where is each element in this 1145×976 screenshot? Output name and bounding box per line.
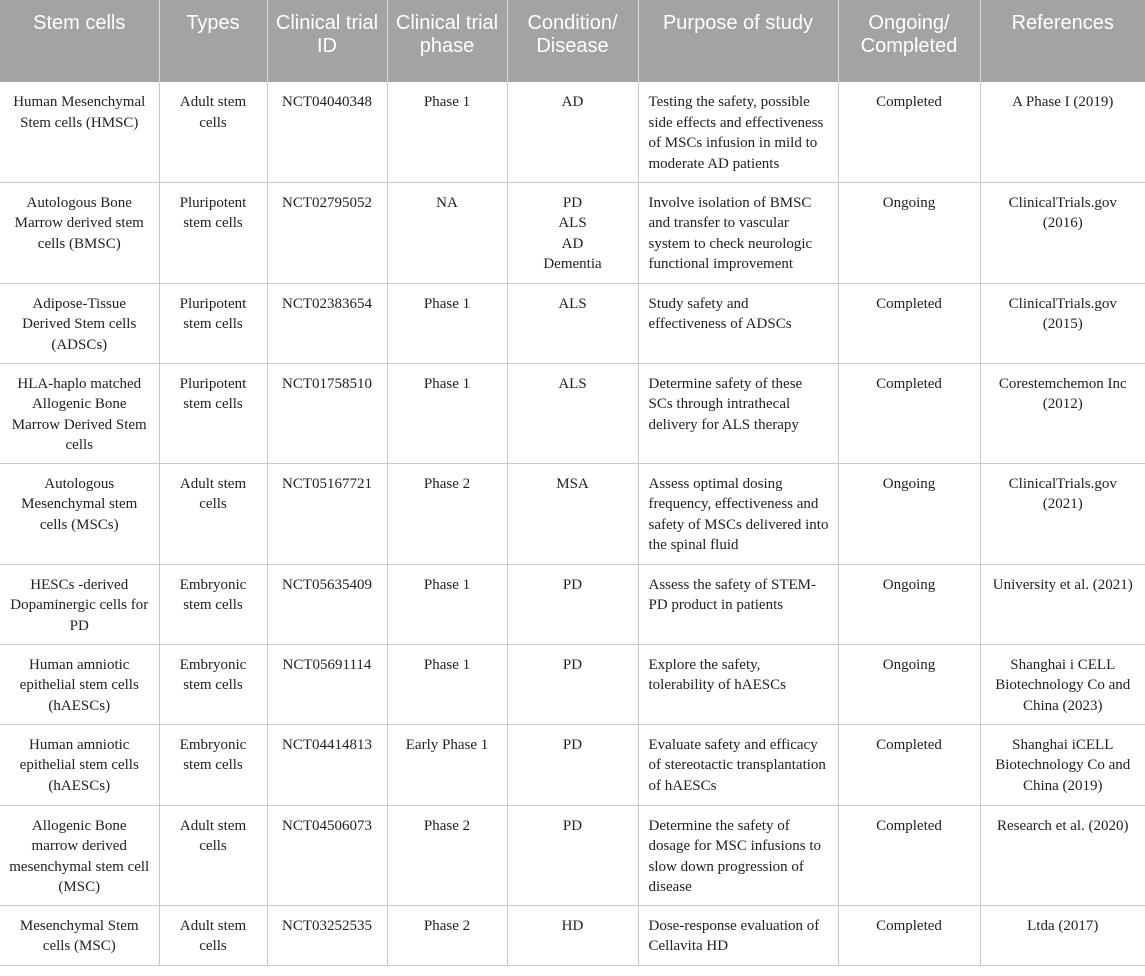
cell-condition: HD: [507, 905, 638, 965]
cell-status: Completed: [838, 283, 980, 363]
cell-phase: Phase 1: [387, 564, 507, 644]
cell-condition: PD: [507, 564, 638, 644]
cell-status: Ongoing: [838, 182, 980, 283]
cell-phase: Phase 2: [387, 463, 507, 564]
cell-trial-id: NCT05691114: [267, 644, 387, 724]
cell-condition: ALS: [507, 363, 638, 463]
cell-type: Embryonic stem cells: [159, 644, 267, 724]
cell-type: Pluripotent stem cells: [159, 182, 267, 283]
cell-stem-cells: HLA-haplo matched Allogenic Bone Marrow Derived Stem cells: [0, 363, 159, 463]
cell-stem-cells: HESCs -derived Dopaminergic cells for PD: [0, 564, 159, 644]
header-trial-phase: Clinical trial phase: [387, 0, 507, 82]
cell-purpose: Explore the safety, tolerability of hAESCs: [638, 644, 838, 724]
cell-trial-id: NCT04506073: [267, 805, 387, 905]
cell-phase: NA: [387, 182, 507, 283]
cell-purpose: Assess the safety of STEM-PD product in patients: [638, 564, 838, 644]
cell-phase: Phase 2: [387, 905, 507, 965]
cell-condition: AD: [507, 82, 638, 182]
cell-trial-id: NCT02795052: [267, 182, 387, 283]
cell-type: Adult stem cells: [159, 805, 267, 905]
cell-purpose: Evaluate safety and efficacy of stereotactic transplantation of hAESCs: [638, 724, 838, 805]
cell-reference: University et al. (2021): [980, 564, 1145, 644]
cell-trial-id: NCT04414813: [267, 724, 387, 805]
cell-reference: ClinicalTrials.gov (2021): [980, 463, 1145, 564]
cell-status: Completed: [838, 805, 980, 905]
cell-phase: Phase 1: [387, 363, 507, 463]
cell-purpose: Determine safety of these SCs through intrathecal delivery for ALS therapy: [638, 363, 838, 463]
header-references: References: [980, 0, 1145, 82]
cell-phase: Phase 2: [387, 805, 507, 905]
cell-phase: Phase 1: [387, 82, 507, 182]
table-body: [0, 82, 1145, 965]
cell-trial-id: NCT03252535: [267, 905, 387, 965]
header-stem-cells: Stem cells: [0, 0, 159, 82]
cell-purpose: Assess optimal dosing frequency, effectiveness and safety of MSCs delivered into the spinal fluid: [638, 463, 838, 564]
cell-stem-cells: Allogenic Bone marrow derived mesenchymal stem cell (MSC): [0, 805, 159, 905]
cell-type: Embryonic stem cells: [159, 724, 267, 805]
cell-reference: Ltda (2017): [980, 905, 1145, 965]
table-row: [0, 644, 1145, 724]
cell-trial-id: NCT04040348: [267, 82, 387, 182]
cell-condition: PD: [507, 724, 638, 805]
table-row: [0, 724, 1145, 805]
cell-condition: ALS: [507, 283, 638, 363]
header-trial-id: Clinical trial ID: [267, 0, 387, 82]
cell-condition: PD ALS AD Dementia: [507, 182, 638, 283]
cell-purpose: Testing the safety, possible side effects and effectiveness of MSCs infusion in mild to moderate AD patients: [638, 82, 838, 182]
cell-reference: Shanghai iCELL Biotechnology Co and China (2019): [980, 724, 1145, 805]
header-condition: Condition/ Disease: [507, 0, 638, 82]
cell-purpose: Determine the safety of dosage for MSC infusions to slow down progression of disease: [638, 805, 838, 905]
cell-reference: A Phase I (2019): [980, 82, 1145, 182]
cell-status: Completed: [838, 363, 980, 463]
table-row: [0, 283, 1145, 363]
cell-type: Pluripotent stem cells: [159, 363, 267, 463]
table-row: [0, 905, 1145, 965]
cell-stem-cells: Autologous Mesenchymal stem cells (MSCs): [0, 463, 159, 564]
cell-reference: Shanghai i CELL Biotechnology Co and China (2023): [980, 644, 1145, 724]
cell-trial-id: NCT05635409: [267, 564, 387, 644]
cell-status: Completed: [838, 905, 980, 965]
cell-purpose: Involve isolation of BMSC and transfer to vascular system to check neurologic functional improvement: [638, 182, 838, 283]
cell-status: Ongoing: [838, 564, 980, 644]
table-row: [0, 805, 1145, 905]
table-row: [0, 463, 1145, 564]
header-purpose: Purpose of study: [638, 0, 838, 82]
cell-purpose: Study safety and effectiveness of ADSCs: [638, 283, 838, 363]
table-row: [0, 182, 1145, 283]
cell-stem-cells: Adipose-Tissue Derived Stem cells (ADSCs): [0, 283, 159, 363]
cell-status: Ongoing: [838, 644, 980, 724]
cell-status: Completed: [838, 724, 980, 805]
cell-trial-id: NCT02383654: [267, 283, 387, 363]
cell-condition: PD: [507, 644, 638, 724]
header-status: Ongoing/ Completed: [838, 0, 980, 82]
cell-status: Completed: [838, 82, 980, 182]
cell-reference: ClinicalTrials.gov (2015): [980, 283, 1145, 363]
cell-reference: Research et al. (2020): [980, 805, 1145, 905]
cell-type: Adult stem cells: [159, 905, 267, 965]
header-types: Types: [159, 0, 267, 82]
cell-type: Pluripotent stem cells: [159, 283, 267, 363]
cell-phase: Early Phase 1: [387, 724, 507, 805]
table-row: [0, 564, 1145, 644]
cell-stem-cells: Mesenchymal Stem cells (MSC): [0, 905, 159, 965]
cell-condition: MSA: [507, 463, 638, 564]
cell-stem-cells: Autologous Bone Marrow derived stem cells (BMSC): [0, 182, 159, 283]
cell-stem-cells: Human Mesenchymal Stem cells (HMSC): [0, 82, 159, 182]
cell-type: Adult stem cells: [159, 82, 267, 182]
cell-type: Adult stem cells: [159, 463, 267, 564]
cell-reference: Corestemchemon Inc (2012): [980, 363, 1145, 463]
cell-purpose: Dose-response evaluation of Cellavita HD: [638, 905, 838, 965]
cell-condition: PD: [507, 805, 638, 905]
cell-status: Ongoing: [838, 463, 980, 564]
cell-phase: Phase 1: [387, 644, 507, 724]
table-row: [0, 363, 1145, 463]
cell-phase: Phase 1: [387, 283, 507, 363]
cell-stem-cells: Human amniotic epithelial stem cells (hAESCs): [0, 644, 159, 724]
table-header: [0, 0, 1145, 82]
cell-trial-id: NCT05167721: [267, 463, 387, 564]
table-row: [0, 82, 1145, 182]
cell-stem-cells: Human amniotic epithelial stem cells (hAESCs): [0, 724, 159, 805]
cell-trial-id: NCT01758510: [267, 363, 387, 463]
cell-type: Embryonic stem cells: [159, 564, 267, 644]
cell-reference: ClinicalTrials.gov (2016): [980, 182, 1145, 283]
